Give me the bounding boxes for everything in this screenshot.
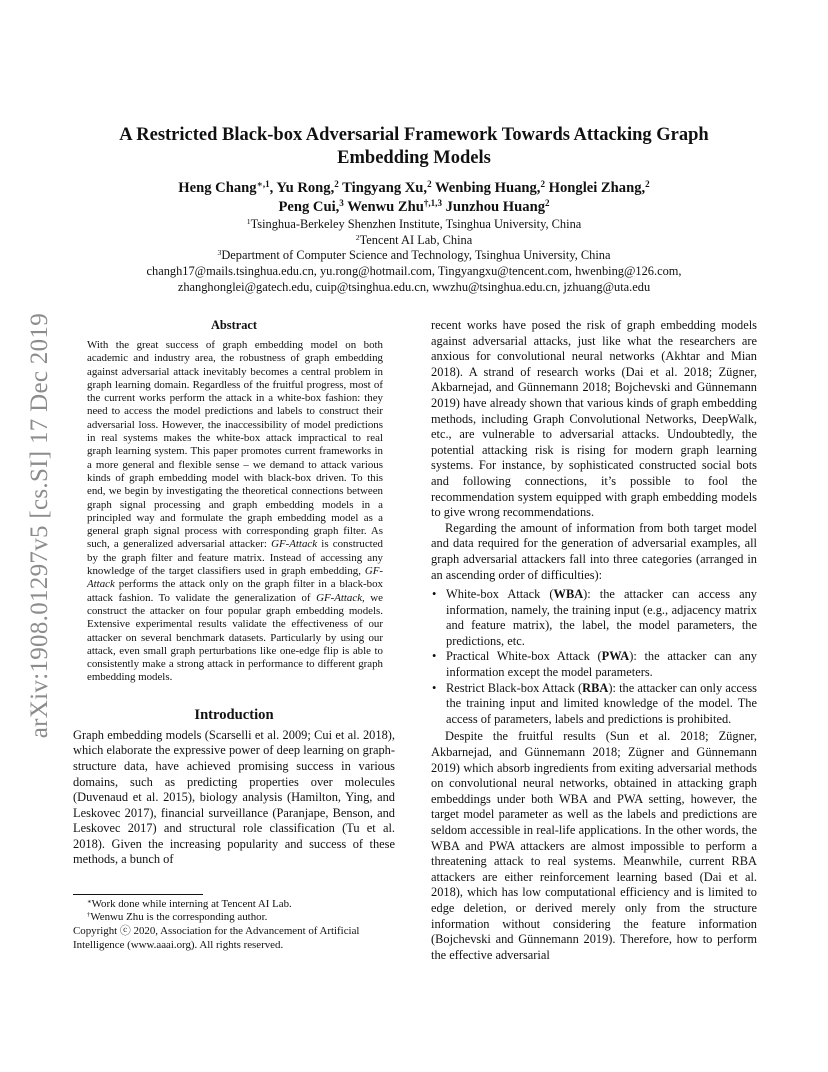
abstract-text: With the great success of graph embedding model on both academic and industry area, the robustness of graph embedding against adversarial attack inevitably becomes a central problem in graph learning domain. Regardless of the fruitful progress, most of the current works perform the attack in a white-box fashion: they need to access the model predictions and labels to construct their adversarial loss. However, the inaccessibility of model predictions in real systems makes the white-box attack impractical to real graph learning system. This paper promotes current frameworks in a more general and flexible sense – we demand to attack various kinds of graph embedding model with black-box driven. To this end, we begin by investigating the theoretical connections between graph signal processing and graph embedding models in a principled way and formulate the graph embedding model as a general graph signal process with corresponding graph filter. As such, a generalized adversarial attacker: GF-Attack is constructed by the graph filter and feature matrix. Instead of accessing any knowledge of the target classifiers used in graph embedding, GF-Attack performs the attack only on the graph filter in a black-box attack fashion. To validate the generalization of GF-Attack, we construct the attacker on four popular graph embedding models. Extensive experimental results validate the effectiveness of our attacker on several benchmark datasets. Particularly by using our attack, even small graph perturbations like one-edge flip is able to consistently make a strong attack in performance to different graph embedding models. [87, 339, 383, 684]
title-line-1: A Restricted Black-box Adversarial Framework Towards Attacking Graph [119, 125, 709, 145]
author-name: Heng Chang [178, 180, 257, 196]
affiliations [90, 217, 738, 296]
author-list: Heng Chang$^{∗,1}$, Yu Rong,$^2$ Tingyang Xu,$^2$ Wenbing Huang,$^2$ Honglei Zhang,$^2$ Peng Cui,$^3$ Wenwu Zhu$^{\dagger,1,3}$ Junzhou Huang$^2$ [178, 179, 650, 215]
author-name: Peng Cui [278, 199, 336, 215]
bullet-icon: • [432, 587, 437, 602]
affiliation-text: Department of Computer Science and Technology, Tsinghua University, China [221, 248, 611, 263]
affiliation-text: Tsinghua-Berkeley Shenzhen Institute, Tsinghua University, China [250, 217, 582, 231]
copyright-notice: Copyright ⓒ 2020, Association for the Advancement of Artificial Intelligence (www.aaai.org). All rights reserved. [73, 925, 360, 951]
author-mark: ∗,1 [256, 179, 270, 190]
author-mark: 2 [645, 179, 650, 190]
affiliation [90, 248, 738, 264]
author-name: Wenwu Zhu [347, 199, 424, 215]
list-item: • White-box Attack (WBA): the attacker can access any information, namely, the training input (e.g., adjacency matrix and feature matrix), the label, the model parameters, the predictions, etc. [432, 587, 757, 648]
introduction-heading: Introduction [194, 706, 274, 723]
author-mark: 3 [339, 198, 344, 209]
intro-paragraph: Graph embedding models (Scarselli et al. 2009; Cui et al. 2018), which elaborate the expressive power of deep learning on graph-structure data, have achieved promising success in various domains, such as predicting properties over molecules (Duvenaud et al. 2015), biology analysis (Hamilton, Ying, and Leskovec 2017), financial surveillance (Paranjape, Benson, and Leskovec 2017) and structural role classification (Tu et al. 2018). Given the increasing popularity and success of these methods, a bunch of [73, 727, 395, 867]
author-mark: 2 [334, 179, 339, 190]
bullet-icon: • [432, 680, 437, 695]
email-line-2: zhanghonglei@gatech.edu, cuip@tsinghua.edu.cn, wwzhu@tsinghua.edu.cn, jzhuang@uta.edu [177, 279, 651, 294]
affiliation-text: Tencent AI Lab, China [359, 232, 473, 247]
footnote-rule [73, 894, 203, 895]
affiliation-mark: 1 [246, 216, 251, 226]
affiliation [90, 233, 738, 249]
footnote: †Wenwu Zhu is the corresponding author. [87, 911, 268, 924]
author-mark: 2 [540, 179, 545, 190]
list-item: • Practical White-box Attack (PWA): the attacker can any information except the model parameters. [432, 649, 757, 680]
author-mark: 2 [545, 198, 550, 209]
affiliation-mark: 2 [355, 232, 360, 242]
footnotes [73, 894, 395, 952]
author-name: Honglei Zhang [548, 180, 642, 196]
body-paragraph: recent works have posed the risk of graph embedding models against adversarial attacks, just like what the researchers are anxious for convolutional neural networks (Akhtar and Mian 2018). A strand of research works (Dai et al. 2018; Zügner, Akbarnejad, and Günnemann 2018; Bojchevski and Günnemann 2019) have already shown that various kinds of graph embedding methods, including Graph Convolutional Networks, DeepWalk, etc., are vulnerable to adversarial attacks. Undoubtedly, the potential attacking risk is rising for modern graph learning systems. For instance, by sophisticated constructed social bots and following connections, it’s possible to fool the recommendation system equipped with graph embedding models to give wrong recommendations. [431, 318, 757, 520]
title-line-2: Embedding Models [337, 148, 491, 168]
author-name: Yu Rong [276, 180, 331, 196]
right-column [431, 318, 757, 963]
affiliation-mark: 3 [217, 248, 222, 258]
email-line-1: changh17@mails.tsinghua.edu.cn, yu.rong@hotmail.com, Tingyangxu@tencent.com, hwenbing@126.com, [146, 264, 682, 279]
author-mark: 2 [427, 179, 432, 190]
body-paragraph: Regarding the amount of information from both target model and data required for the generation of adversarial examples, all graph adversarial attackers fall into three categories (arranged in an ascending order of difficulties): [431, 520, 757, 582]
arxiv-stamp [20, 295, 60, 757]
affiliation [90, 217, 738, 233]
paper-title [90, 124, 738, 170]
list-item: • Restrict Black-box Attack (RBA): the attacker can only access the training input and limited knowledge of the model. The access of parameters, labels and predictions is prohibited. [432, 680, 757, 726]
body-paragraph: Despite the fruitful results (Sun et al. 2018; Zügner, Akbarnejad, and Günnemann 2018; Zügner and Günnemann 2019) which absorb ingredients from exiting adversarial methods on convolutional neural networks, obtained in attacking graph embeddings under both WBA and PWA setting, however, the target model parameter as well as the labels and predictions are seldom accessible in real-life applications. In the other words, the WBA and PWA attackers are almost impossible to perform a threatening attack to real systems. Meanwhile, current RBA attackers are either reinforcement learning based (Dai et al. 2018), which has low computational efficiency and is limited to edge deletion, or derived merely only from the structure information without considering the feature information (Bojchevski and Günnemann 2019). Therefore, how to perform the effective adversarial [431, 729, 757, 962]
left-column [73, 318, 395, 868]
abstract-heading: Abstract [210, 318, 258, 332]
author-name: Wenbing Huang [435, 180, 537, 196]
author-name: Junzhou Huang [445, 199, 545, 215]
bullet-icon: • [432, 649, 437, 664]
author-mark: †,1,3 [423, 198, 442, 209]
author-name: Tingyang Xu [342, 180, 424, 196]
arxiv-stamp-text: arXiv:1908.01297v5 [cs.SI] 17 Dec 2019 [26, 313, 53, 739]
footnote: ∗Work done while interning at Tencent AI Lab. [87, 898, 292, 910]
attack-category-list [431, 587, 757, 727]
